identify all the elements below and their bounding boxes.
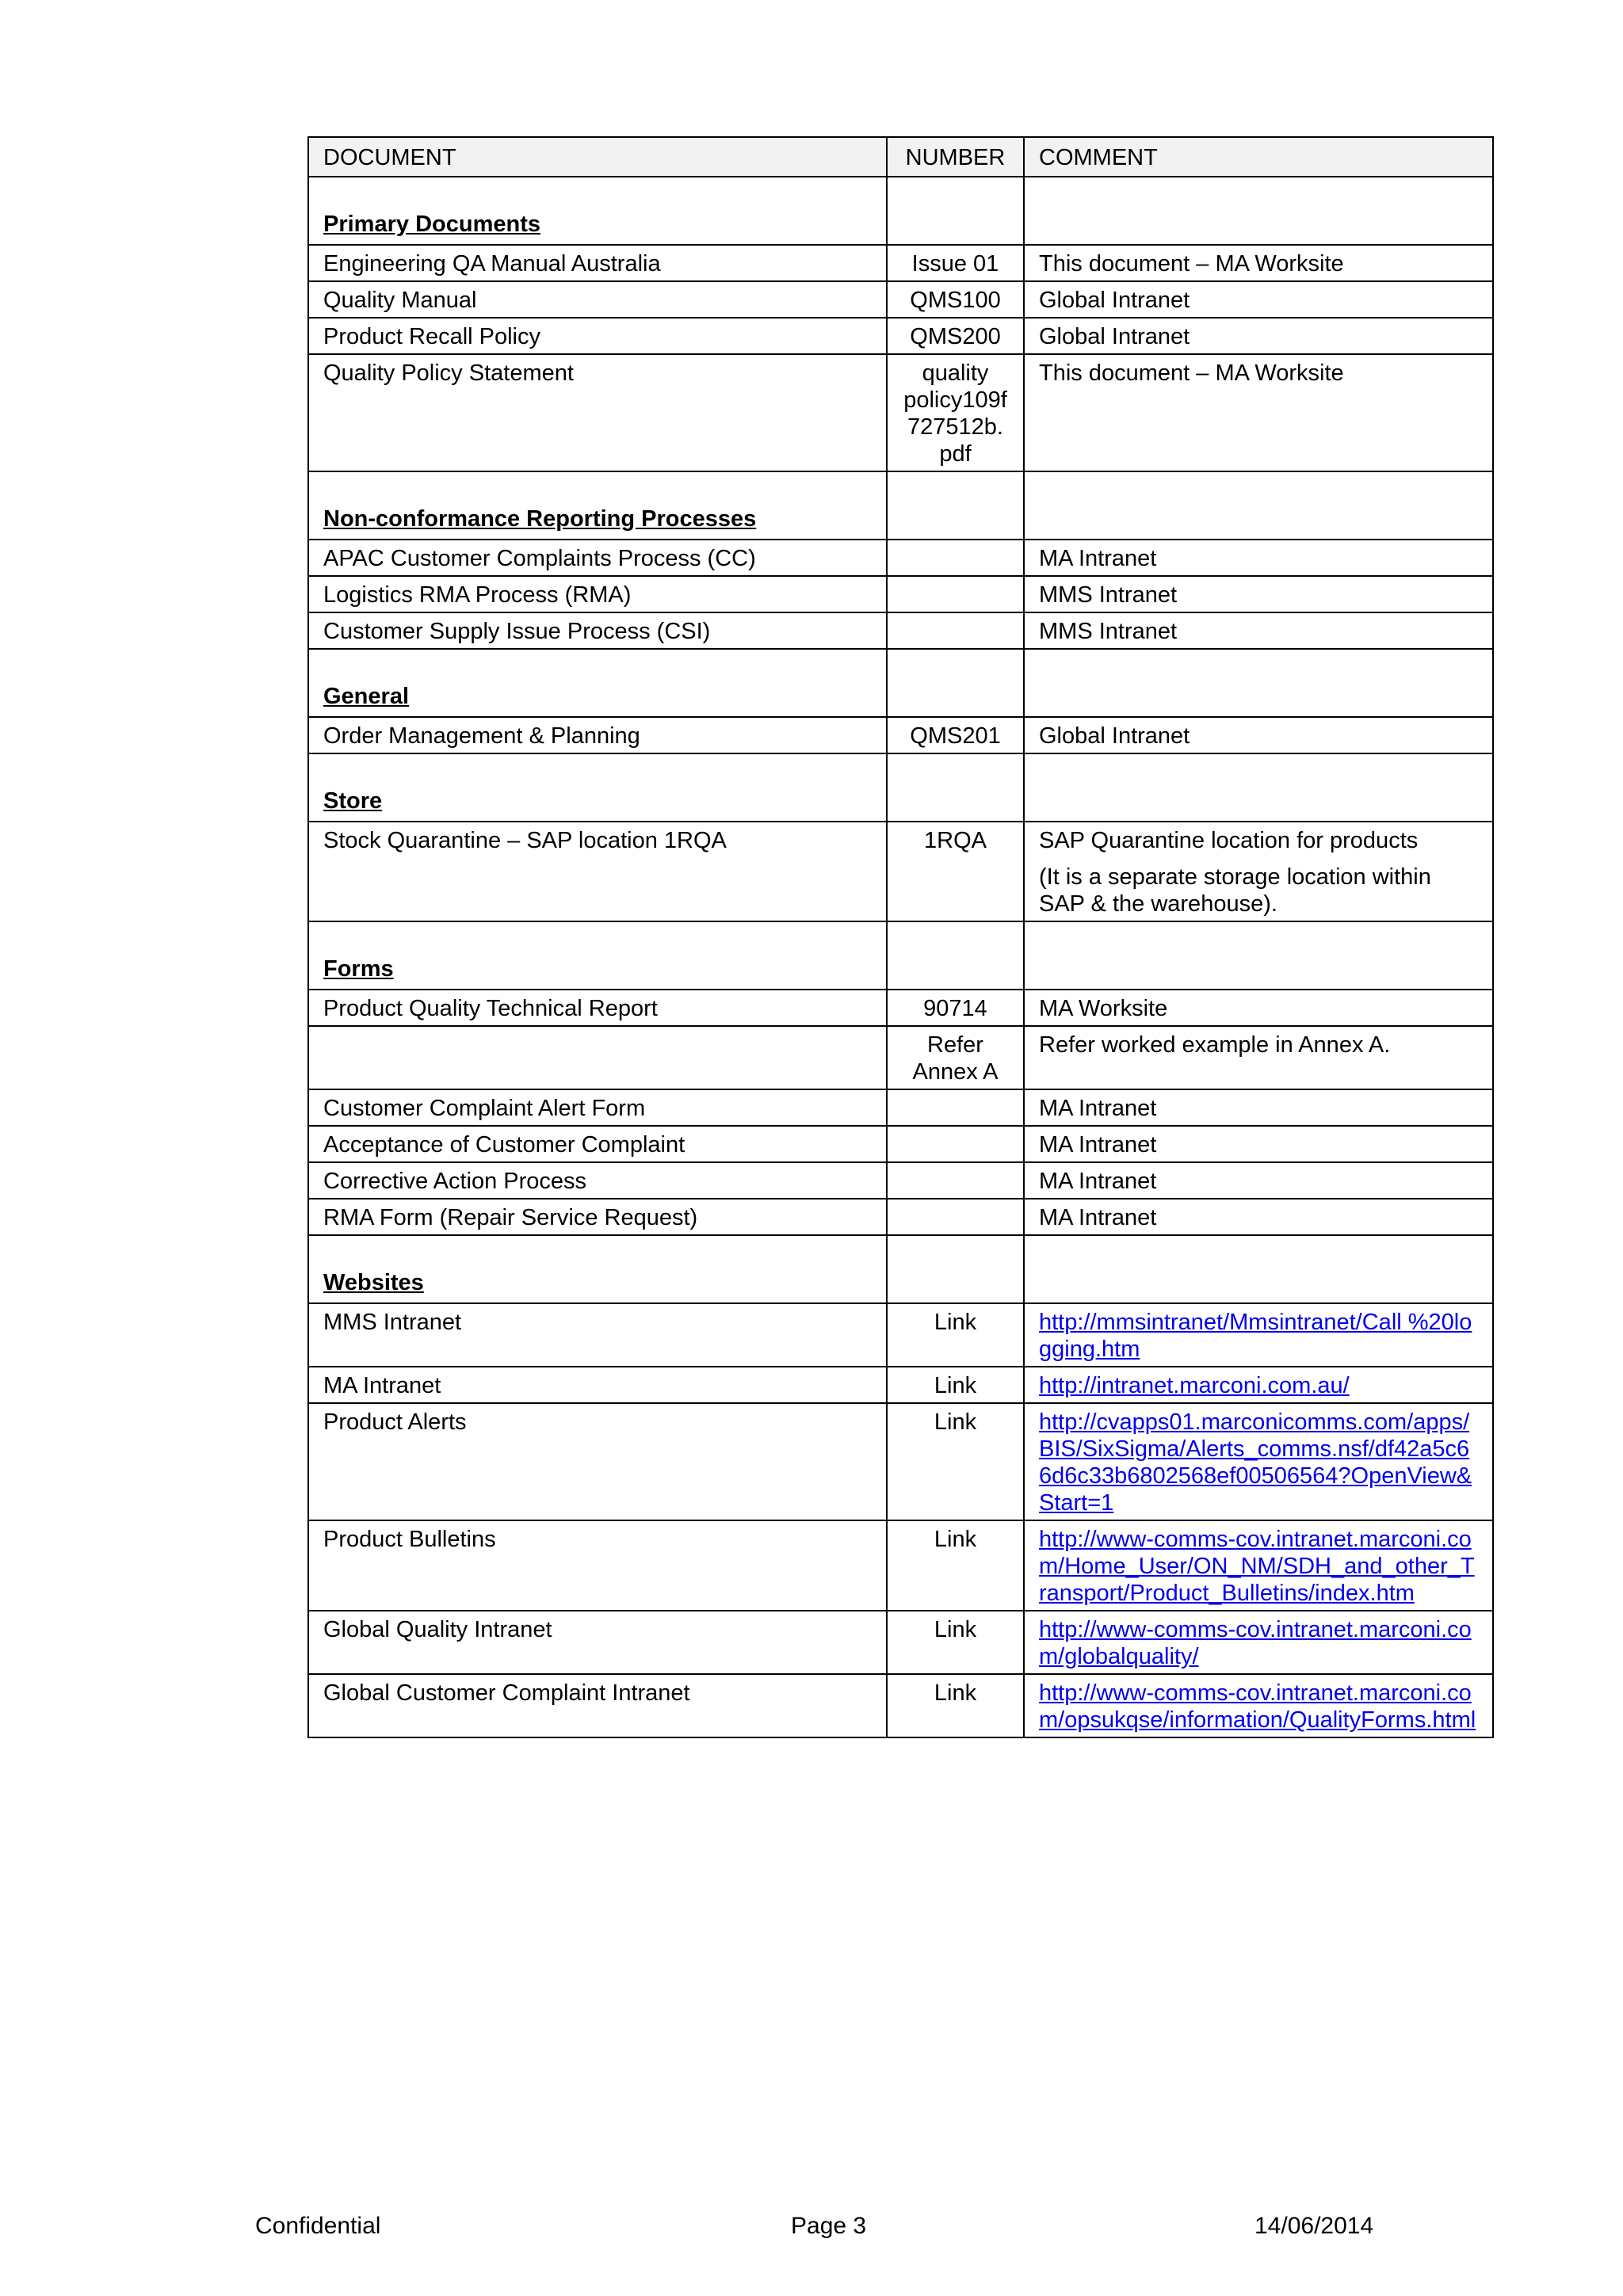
number-cell: 1RQA [887, 822, 1024, 921]
section-cell [308, 649, 887, 717]
website-link[interactable]: http://mmsintranet/Mmsintranet/Call %20logging.htm [1039, 1310, 1472, 1362]
document-cell: APAC Customer Complaints Process (CC) [308, 540, 887, 576]
section-comment-cell [1024, 753, 1493, 822]
table-row [308, 245, 1493, 281]
number-cell: quality policy109f 727512b. pdf [887, 354, 1024, 471]
number-cell [887, 540, 1024, 576]
document-cell: Product Quality Technical Report [308, 990, 887, 1026]
comment-spacer [1039, 854, 1478, 864]
comment-cell [1024, 1162, 1493, 1199]
comment-cell [1024, 1367, 1493, 1403]
section-comment-cell [1024, 1235, 1493, 1303]
comment-cell [1024, 990, 1493, 1026]
comment-text: Global Intranet [1039, 288, 1190, 313]
document-cell: RMA Form (Repair Service Request) [308, 1199, 887, 1235]
number-cell [887, 1162, 1024, 1199]
number-cell: Link [887, 1674, 1024, 1737]
table-row [308, 1520, 1493, 1611]
number-cell: Link [887, 1611, 1024, 1674]
document-cell: Global Customer Complaint Intranet [308, 1674, 887, 1737]
comment-cell [1024, 1403, 1493, 1520]
header-document: DOCUMENT [308, 137, 887, 177]
section-title: Websites [323, 1270, 424, 1295]
comment-cell [1024, 245, 1493, 281]
document-cell: Acceptance of Customer Complaint [308, 1126, 887, 1162]
number-cell [887, 1199, 1024, 1235]
table-row [308, 990, 1493, 1026]
document-cell: Logistics RMA Process (RMA) [308, 576, 887, 612]
document-cell: Quality Policy Statement [308, 354, 887, 471]
comment-text: MA Intranet [1039, 1169, 1157, 1194]
table-row [308, 1089, 1493, 1126]
comment-text: Refer worked example in Annex A. [1039, 1032, 1391, 1058]
footer-date: 14/06/2014 [1254, 2213, 1374, 2239]
reference-documents-table [307, 136, 1494, 1738]
table-header-row [308, 137, 1493, 177]
section-comment-cell [1024, 649, 1493, 717]
comment-cell [1024, 1199, 1493, 1235]
section-row [308, 649, 1493, 717]
number-cell: Link [887, 1520, 1024, 1611]
website-link[interactable]: http://www-comms-cov.intranet.marconi.com/Home_User/ON_NM/SDH_and_other_Transport/Product_Bulletins/index.htm [1039, 1527, 1475, 1606]
table-row [308, 612, 1493, 649]
number-cell: 90714 [887, 990, 1024, 1026]
document-cell: Product Alerts [308, 1403, 887, 1520]
comment-cell [1024, 1520, 1493, 1611]
comment-text: MMS Intranet [1039, 582, 1178, 608]
comment-text: Global Intranet [1039, 723, 1190, 749]
comment-cell [1024, 354, 1493, 471]
comment-cell [1024, 281, 1493, 318]
website-link[interactable]: http://www-comms-cov.intranet.marconi.com/globalquality/ [1039, 1617, 1472, 1669]
table-row [308, 1403, 1493, 1520]
comment-text: This document – MA Worksite [1039, 360, 1344, 386]
comment-cell [1024, 717, 1493, 753]
document-cell [308, 1026, 887, 1089]
table-row [308, 1367, 1493, 1403]
comment-text: MA Worksite [1039, 996, 1168, 1021]
table-row [308, 1199, 1493, 1235]
table-row [308, 354, 1493, 471]
document-cell: MA Intranet [308, 1367, 887, 1403]
number-cell [887, 1126, 1024, 1162]
section-cell [308, 753, 887, 822]
comment-text: This document – MA Worksite [1039, 251, 1344, 277]
website-link[interactable]: http://intranet.marconi.com.au/ [1039, 1373, 1350, 1398]
section-comment-cell [1024, 471, 1493, 540]
comment-cell [1024, 1126, 1493, 1162]
document-cell: Order Management & Planning [308, 717, 887, 753]
table-row [308, 1026, 1493, 1089]
number-cell: Refer Annex A [887, 1026, 1024, 1089]
comment-text: MA Intranet [1039, 546, 1157, 571]
comment-text: MA Intranet [1039, 1096, 1157, 1121]
header-comment: COMMENT [1024, 137, 1493, 177]
section-title: Forms [323, 956, 394, 982]
section-cell [308, 921, 887, 990]
table-body [308, 177, 1493, 1737]
document-cell: MMS Intranet [308, 1303, 887, 1367]
comment-text: MMS Intranet [1039, 619, 1178, 644]
number-cell [887, 612, 1024, 649]
number-cell: Link [887, 1403, 1024, 1520]
document-cell: Quality Manual [308, 281, 887, 318]
website-link[interactable]: http://www-comms-cov.intranet.marconi.com/opsukqse/information/QualityForms.html [1039, 1680, 1476, 1733]
comment-text: Global Intranet [1039, 324, 1190, 349]
section-title: Non-conformance Reporting Processes [323, 506, 757, 532]
comment-cell [1024, 1303, 1493, 1367]
comment-cell [1024, 1089, 1493, 1126]
table-row [308, 1611, 1493, 1674]
number-cell [887, 576, 1024, 612]
section-comment-cell [1024, 177, 1493, 245]
comment-cell [1024, 822, 1493, 921]
section-number-cell [887, 921, 1024, 990]
section-row [308, 921, 1493, 990]
footer-page-number: Page 3 [791, 2213, 867, 2239]
section-cell [308, 1235, 887, 1303]
table-row [308, 717, 1493, 753]
number-cell: QMS100 [887, 281, 1024, 318]
section-title: General [323, 684, 409, 709]
website-link[interactable]: http://cvapps01.marconicomms.com/apps/BIS/SixSigma/Alerts_comms.nsf/df42a5c66d6c33b6802568ef00506564?OpenView&Start=1 [1039, 1409, 1472, 1516]
comment-extra-text: (It is a separate storage location within SAP & the warehouse). [1039, 864, 1431, 917]
table-row [308, 281, 1493, 318]
section-row [308, 1235, 1493, 1303]
comment-text: SAP Quarantine location for products [1039, 828, 1419, 853]
header-number: NUMBER [887, 137, 1024, 177]
number-cell: Link [887, 1367, 1024, 1403]
document-cell: Corrective Action Process [308, 1162, 887, 1199]
section-comment-cell [1024, 921, 1493, 990]
table-row [308, 540, 1493, 576]
section-number-cell [887, 471, 1024, 540]
comment-cell [1024, 1026, 1493, 1089]
section-row [308, 177, 1493, 245]
comment-text: MA Intranet [1039, 1205, 1157, 1230]
table-row [308, 1126, 1493, 1162]
section-row [308, 471, 1493, 540]
section-cell [308, 471, 887, 540]
document-cell: Customer Supply Issue Process (CSI) [308, 612, 887, 649]
document-cell: Stock Quarantine – SAP location 1RQA [308, 822, 887, 921]
comment-cell [1024, 540, 1493, 576]
document-cell: Customer Complaint Alert Form [308, 1089, 887, 1126]
section-row [308, 753, 1493, 822]
footer-confidential: Confidential [255, 2213, 381, 2239]
table-row [308, 318, 1493, 354]
number-cell: Link [887, 1303, 1024, 1367]
comment-cell [1024, 1674, 1493, 1737]
comment-text: MA Intranet [1039, 1132, 1157, 1158]
section-number-cell [887, 753, 1024, 822]
document-cell: Global Quality Intranet [308, 1611, 887, 1674]
number-cell: Issue 01 [887, 245, 1024, 281]
section-number-cell [887, 1235, 1024, 1303]
comment-cell [1024, 1611, 1493, 1674]
comment-cell [1024, 612, 1493, 649]
number-cell [887, 1089, 1024, 1126]
table-row [308, 1162, 1493, 1199]
section-title: Store [323, 788, 383, 814]
section-number-cell [887, 649, 1024, 717]
section-title: Primary Documents [323, 212, 540, 237]
table-row [308, 1303, 1493, 1367]
document-cell: Product Recall Policy [308, 318, 887, 354]
table-row [308, 1674, 1493, 1737]
comment-cell [1024, 576, 1493, 612]
table-row [308, 822, 1493, 921]
document-cell: Product Bulletins [308, 1520, 887, 1611]
number-cell: QMS200 [887, 318, 1024, 354]
comment-cell [1024, 318, 1493, 354]
section-cell [308, 177, 887, 245]
section-number-cell [887, 177, 1024, 245]
table-row [308, 576, 1493, 612]
document-cell: Engineering QA Manual Australia [308, 245, 887, 281]
number-cell: QMS201 [887, 717, 1024, 753]
